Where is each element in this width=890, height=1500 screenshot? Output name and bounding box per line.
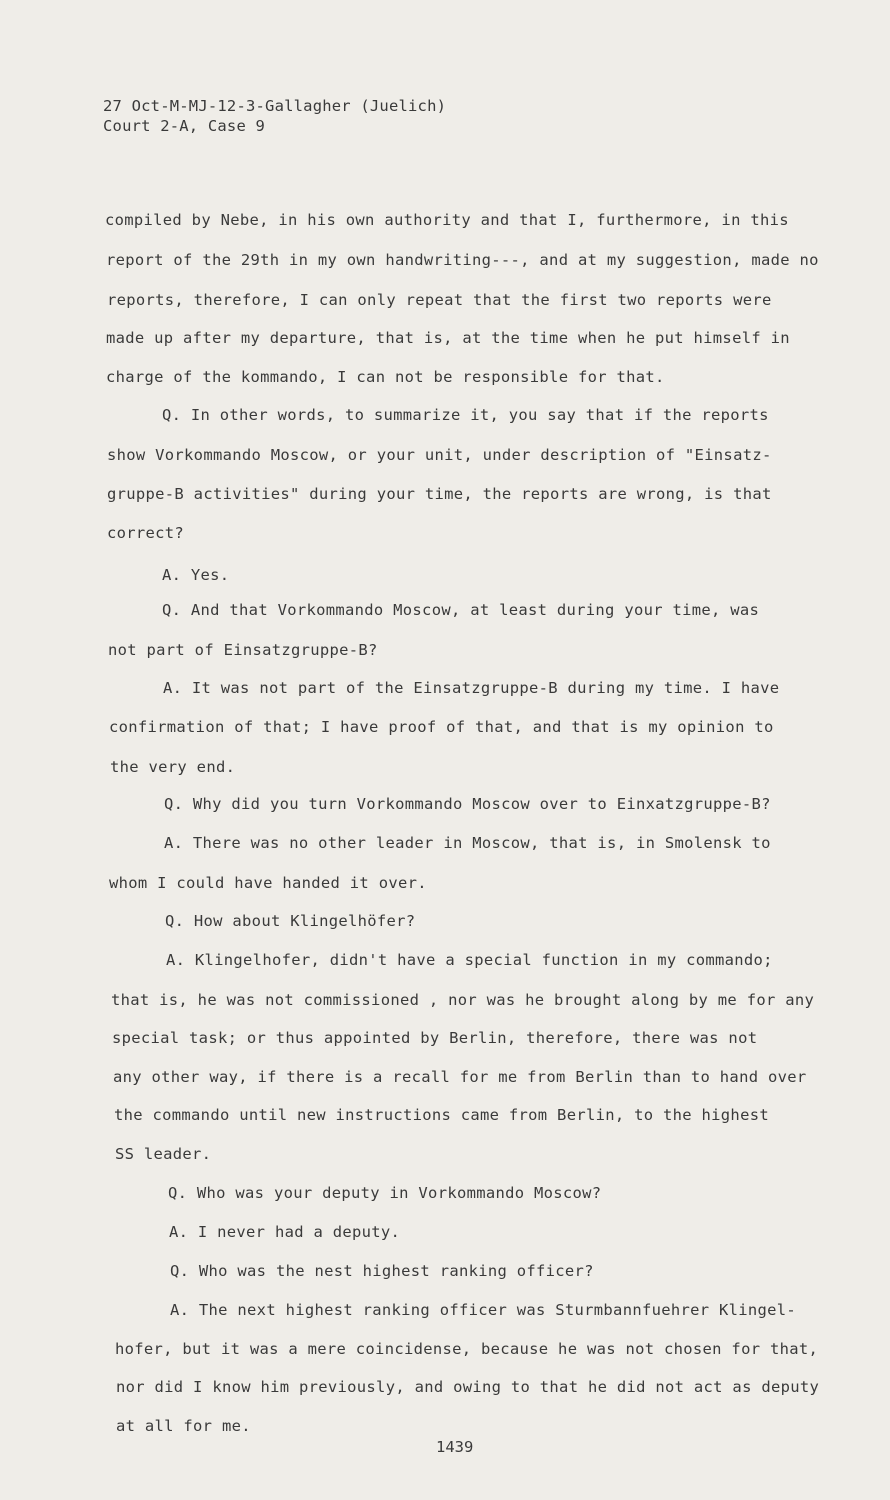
transcript-line: A. I never had a deputy. — [169, 1223, 401, 1241]
transcript-line: hofer, but it was a mere coincidense, because he was not chosen for that, — [115, 1340, 819, 1358]
transcript-line: confirmation of that; I have proof of that, and that is my opinion to — [109, 718, 774, 736]
transcript-line: at all for me. — [116, 1417, 251, 1435]
transcript-line: compiled by Nebe, in his own authority and that I, furthermore, in this — [105, 211, 789, 229]
transcript-line: A. The next highest ranking officer was Sturmbannfuehrer Klingel- — [170, 1301, 797, 1319]
page-number: 1439 — [436, 1438, 474, 1456]
header-case-line: 27 Oct-M-MJ-12-3-Gallagher (Juelich) — [103, 97, 447, 115]
transcript-line: the commando until new instructions came from Berlin, to the highest — [114, 1106, 769, 1124]
transcript-line: Q. Why did you turn Vorkommando Moscow over to Einxatzgruppe-B? — [164, 795, 771, 813]
transcript-line: A. There was no other leader in Moscow, that is, in Smolensk to — [164, 834, 771, 852]
transcript-line: A. Yes. — [162, 566, 230, 584]
transcript-line: the very end. — [110, 758, 236, 776]
transcript-line: any other way, if there is a recall for me from Berlin than to hand over — [113, 1068, 807, 1086]
transcript-line: report of the 29th in my own handwriting---, and at my suggestion, made no — [106, 251, 819, 269]
header-court-line: Court 2-A, Case 9 — [103, 117, 266, 135]
transcript-line: correct? — [107, 524, 185, 542]
document-header — [103, 96, 446, 136]
transcript-line: Q. In other words, to summarize it, you say that if the reports — [162, 406, 769, 424]
transcript-line: nor did I know him previously, and owing to that he did not act as deputy — [116, 1378, 820, 1396]
transcript-line: charge of the kommando, I can not be responsible for that. — [106, 368, 665, 386]
transcript-line: Q. And that Vorkommando Moscow, at least during your time, was — [162, 601, 760, 619]
transcript-line: show Vorkommando Moscow, or your unit, under description of "Einsatz- — [107, 446, 772, 464]
transcript-line: Q. Who was the nest highest ranking officer? — [170, 1262, 594, 1280]
transcript-line: reports, therefore, I can only repeat that the first two reports were — [107, 291, 772, 309]
transcript-line: special task; or thus appointed by Berlin, therefore, there was not — [112, 1029, 758, 1047]
transcript-line: SS leader. — [115, 1145, 212, 1163]
transcript-line: A. It was not part of the Einsatzgruppe-B during my time. I have — [163, 679, 780, 697]
transcript-line: A. Klingelhofer, didn't have a special function in my commando; — [166, 951, 773, 969]
transcript-line: made up after my departure, that is, at the time when he put himself in — [106, 329, 790, 347]
transcript-line: not part of Einsatzgruppe-B? — [108, 641, 378, 659]
transcript-line: Q. Who was your deputy in Vorkommando Moscow? — [168, 1184, 602, 1202]
transcript-line: whom I could have handed it over. — [109, 874, 427, 892]
transcript-line: Q. How about Klingelhöfer? — [165, 912, 416, 930]
transcript-line: gruppe-B activities" during your time, the reports are wrong, is that — [107, 485, 772, 503]
transcript-line: that is, he was not commissioned , nor was he brought along by me for any — [111, 991, 815, 1009]
